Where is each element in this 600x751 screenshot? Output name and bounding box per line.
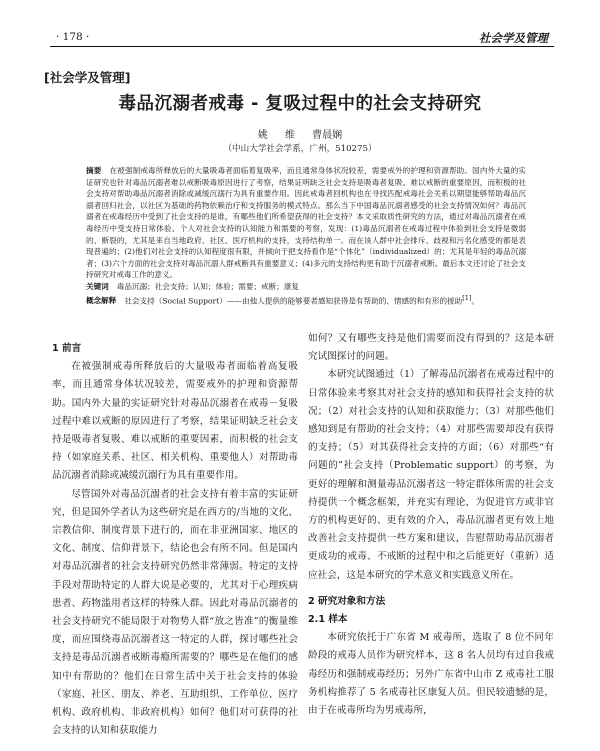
section-heading-method: 2 研究对象和方法 [308,595,386,607]
right-paragraph-1: 如何？又有哪些支持是他们需要而没有得到的？这是本研究试图探讨的问题。 [308,333,554,363]
abstract-label: 摘要 [86,166,102,175]
keywords [86,281,526,293]
paper-title: 毒品沉溺者戒毒 - 复吸过程中的社会支持研究 [118,94,482,114]
section-heading-intro: 1 前言 [52,343,82,354]
right-column [308,330,554,720]
left-column [52,340,298,740]
section-tag: [社会学及管理] [44,70,131,85]
concept-label: 概念解释 [86,296,117,306]
abstract [86,165,526,281]
right-paragraph-2: 本研究试图通过（1）了解毒品沉溺者在戒毒过程中的日常体验来考察其对社会支持的感知和获得社会支持的状况；（2）对社会支持的认知和获取能力；（3）对那些他们感知到是有帮助的社会支持；（4）对那些需要却没有获得的支持；（5）对其获得社会支持的方面；（6）对那些“有问题的”社会支持（Problematic support）的考察，为更好的理解和测量毒品沉溺者这一特定群体所需的社会支持提供一个概念框架，并充实有理论，为促进官方或非官方的机构更好的、更有效的介入，毒品沉溺者更有效上地改善社会支持提供一些方案和建议，告慰帮助毒品沉溺者更成功的戒毒、不戒断的过程中和之后能更好（重新）适应社会，这是本研究的学术意义和实践意义所在。 [308,369,554,581]
concept: 概念解释 社会支持（Social Support）——由他人提供的能够要者感知获得是有帮助的、情感的和有形的援助[1]。 [86,293,480,306]
concept-text: 社会支持（Social Support）——由他人提供的能够要者感知获得是有帮助的、情感的和有形的援助 [124,296,463,306]
right-paragraph-3: 本研究依托于广东省 M 戒毒所，选取了 8 位不同年龄段的戒毒人员作为研究样本，这 8 名人员均有过自我戒毒经历和强制戒毒经历；另外广东省中山市 Z 戒毒社工服务机构推荐了 5 名戒毒社区康复人员。但民较遗憾的是，由于在戒毒所均为男戒毒所， [308,632,554,717]
affiliation: （中山大学社会学系，广州，510275） [223,144,377,154]
keywords-label: 关键词 [86,281,109,291]
abstract-text: 在被强制戒毒所释放后的大量吸毒者面临着复吸率，而且通常身体状况较差，需要戒外的护理和资源帮助。国内外大量的实证研究也针对毒品沉溺者难以戒断吸毒原因进行了考察，结果证明缺乏社会支持是吸毒者复吸、难以戒断的重要原因，而积极的社会支持对帮助毒品沉溺者消除或减缓沉溺行为具有重要作用。因此戒毒者回机构也在寻找匹配戒毒社会关系以期望能够帮助毒品沉溺者回归社会，以社区为基础的药物依赖治疗和支持服务的模式特点。那么当下中国毒品沉溺者感受的社会支持情况如何？毒品沉溺者在戒毒经历中受到了社会支持的是谁，有哪些他们所希望获得的社会支持？本文采取质性研究的方法，通过对毒品沉溺者在戒毒经历中受支持日常体验、个人对社会支持的认知能力和需要的考察，发现：(1)毒品沉溺者在戒毒过程中体验到社会支持是微弱的、断裂的，尤其是来自当地政府、社区、医疗机构的支持，支持结构单一。而在该人群中社会排斥、歧视和污名化感受的都是表现普遍的；(2)他们对社会支持的认知程度很有限，并倾向于把支持看作是“个体化”（individualized）的；尤其是年轻的毒品沉溺者；(3)六个方面的社会支持对毒品沉溺人群戒断具有重要意义；(4)多元的支持结构更有助于沉溺者戒断。最后本文还讨论了社会支持研究对戒毒工作的意义。 [86,166,526,280]
authors: 姚 维 曹晨娴 [257,130,343,141]
page-header [50,24,554,47]
left-paragraph-1: 在被强制戒毒所释放后的大量吸毒者面临着高复吸率，而且通常身体状况较差，需要戒外的护理和资源帮助。国内外大量的实证研究针对毒品沉溺者在戒毒－复吸过程中难以戒断的原因进行了考察，结果证明缺乏社会支持是吸毒者复吸、难以戒断的重要因素，而积极的社会支持（如家庭关系、社区、相关机构、重要他人）对帮助毒品沉溺者消除或减缓沉溺行为具有重要作用。 [52,361,298,482]
abstract-block [86,165,526,307]
subsection-heading-sample: 2.1 样本 [308,614,348,626]
keywords-text: 毒品沉溺；社会支持；认知；体验；需要；戒断；康复 [116,281,300,291]
journal-name: 社会学及管理 [479,31,548,45]
page-number: · 178 · [56,31,90,43]
left-paragraph-2: 尽管国外对毒品沉溺者的社会支持有着丰富的实证研究，但是国外学者认为这些研究是在西方的/当地的文化、宗教信仰、制度背景下进行的，而在非亚洲国家、地区的文化、制度、信仰背景下，结论也会有所不同。但是国内对毒品沉溺者的社会支持研究仍然非常薄弱。特定的支持手段对帮助特定的人群大说是必要的，尤其对于心理疾病患者、药物滥用者这样的特殊人群。因此对毒品沉溺者的社会支持研究不能局限于对物势人群“放之皆准”的衡量维度，而应围绕毒品沉溺者这一特定的人群，探讨哪些社会支持是毒品沉溺者戒断毒瘾所需要的？哪些是在他们的感知中有帮助的？他们在日常生活中关于社会支持的体验（家庭、社区、朋友、养老、互助组织、工作单位、医疗机构、政府机构、非政府机构）如何？他们对可获得的社会支持的认知和获取能力 [52,488,298,737]
